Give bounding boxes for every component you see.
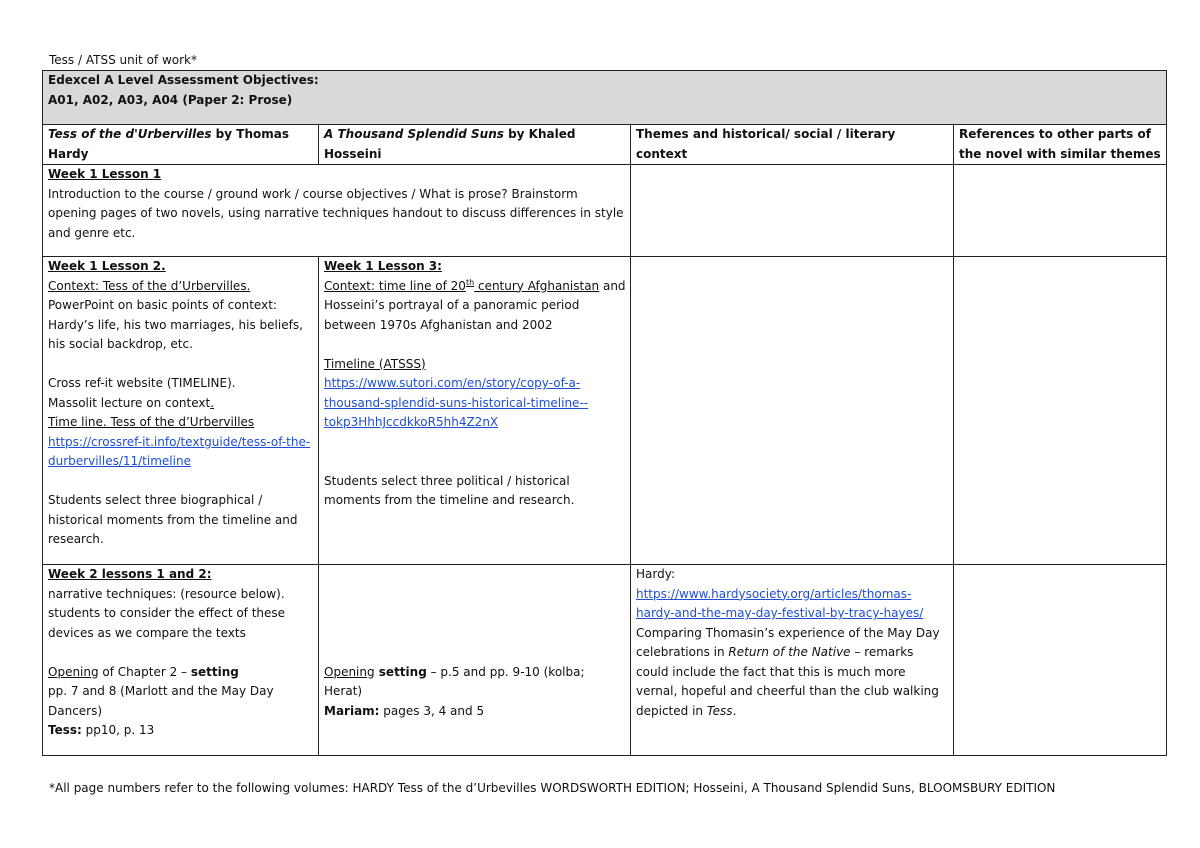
assessment-objectives-cell bbox=[43, 71, 1167, 125]
atss-timeline-label: Timeline (ATSSS) bbox=[324, 356, 426, 371]
tess-context-label: Context: Tess of the d’Urbervilles. bbox=[48, 278, 251, 293]
hardy-label: Hardy: bbox=[636, 567, 675, 581]
week1-lesson1-heading: Week 1 Lesson 1 bbox=[48, 167, 162, 181]
tess-context-intro: PowerPoint on basic points of context: Hardy’s life, his two marriages, his beliefs, his social backdrop, etc. bbox=[48, 298, 303, 351]
week2-atss-cell bbox=[319, 565, 631, 756]
tess-research-task: Students select three biographical / historical moments from the timeline and research. bbox=[48, 493, 298, 546]
unit-of-work-table bbox=[42, 70, 1167, 756]
hardysociety-link[interactable]: https://www.hardysociety.org/articles/thomas-hardy-and-the-may-day-festival-by-tracy-hayes/ bbox=[636, 586, 924, 620]
header-tess bbox=[43, 125, 319, 165]
mariam-pages: pages 3, 4 and 5 bbox=[379, 703, 485, 718]
sutori-timeline-link[interactable]: https://www.sutori.com/en/story/copy-of-a-thousand-splendid-suns-historical-timeline--tokp3HhhJccdkkoR5hh4Z2nX bbox=[324, 376, 589, 429]
header-atss-author: by Khaled Hosseini bbox=[324, 127, 576, 161]
document-title: Tess / ATSS unit of work* bbox=[49, 53, 197, 67]
header-references: References to other parts of the novel with similar themes bbox=[954, 125, 1167, 165]
week1-lesson2-context bbox=[631, 257, 954, 565]
atss-context-a: time line of 20 bbox=[375, 278, 466, 293]
tess-pages-value: pp10, p. 13 bbox=[81, 723, 155, 737]
week2-heading: Week 2 lessons 1 and 2: bbox=[48, 567, 212, 581]
tess-opening bbox=[48, 663, 314, 683]
tess-timeline-label: Time line. Tess of the d’Urbervilles bbox=[48, 415, 255, 429]
header-atss bbox=[319, 125, 631, 165]
atss-opening-word: Opening bbox=[324, 664, 375, 679]
week1-lesson2-heading: Week 1 Lesson 2. bbox=[48, 259, 166, 273]
may-day-comparison bbox=[636, 624, 949, 722]
atss-context bbox=[324, 277, 626, 336]
massolit-text: Massolit lecture on context bbox=[48, 395, 211, 410]
tess-opening-rest: of Chapter 2 – bbox=[98, 664, 191, 679]
atss-context-rest: and Hosseini’s portrayal of a panoramic period between 1970s Afghanistan and 2002 bbox=[324, 278, 626, 332]
atss-opening-setting: setting bbox=[374, 664, 427, 679]
week2-tess-cell bbox=[43, 565, 319, 756]
week1-lesson2-cell bbox=[43, 257, 319, 565]
atss-context-b: century Afghanistan bbox=[474, 278, 600, 293]
week1-lesson3-heading: Week 1 Lesson 3: bbox=[324, 259, 442, 273]
tess-pages-label: Tess: bbox=[48, 723, 82, 737]
week1-lesson2-references bbox=[954, 257, 1167, 565]
atss-context-label: Context: bbox=[324, 278, 376, 293]
objectives-line2: A01, A02, A03, A04 (Paper 2: Prose) bbox=[48, 92, 293, 107]
atss-opening-pages: – p.5 and pp. 9-10 (kolba; Herat) bbox=[324, 664, 585, 698]
comparison-text-b: – remarks could include the fact that this is much more vernal, hopeful and cheerful than the club walking depicted in bbox=[636, 645, 939, 718]
atss-opening bbox=[324, 663, 626, 702]
header-context: Themes and historical/ social / literary context bbox=[631, 125, 954, 165]
tess-opening-pages: pp. 7 and 8 (Marlott and the May Day Dancers) bbox=[48, 684, 274, 718]
mariam-label: Mariam: bbox=[324, 703, 380, 718]
comparison-text-a: Comparing Thomasin’s experience of the May Day celebrations in bbox=[636, 625, 940, 659]
massolit-note bbox=[48, 394, 314, 414]
header-atss-title: A Thousand Splendid Suns bbox=[324, 127, 504, 141]
atss-mariam bbox=[324, 702, 626, 722]
footnote: *All page numbers refer to the following volumes: HARDY Tess of the d’Urbevilles WORDSWORTH EDITION; Hosseini, A Thousand Splendid Suns, BLOOMSBURY EDITION bbox=[49, 781, 1056, 795]
tess-pages bbox=[48, 721, 314, 741]
week2-references bbox=[954, 565, 1167, 756]
week1-lesson3-cell bbox=[319, 257, 631, 565]
header-tess-title: Tess of the d'Urbervilles bbox=[48, 127, 212, 141]
crossref-note: Cross ref-it website (TIMELINE). bbox=[48, 376, 236, 390]
narrative-techniques-note: narrative techniques: (resource below). students to consider the effect of these devices as we compare the texts bbox=[48, 586, 286, 640]
comparison-text-c: . bbox=[732, 703, 737, 718]
comparison-italic-2: Tess bbox=[706, 703, 733, 718]
header-tess-author: by Thomas Hardy bbox=[48, 127, 289, 161]
tess-opening-word: Opening bbox=[48, 664, 99, 679]
massolit-dot: . bbox=[210, 395, 215, 410]
atss-context-sup: th bbox=[465, 277, 475, 287]
objectives-line1: Edexcel A Level Assessment Objectives: bbox=[48, 73, 319, 87]
atss-research-task: Students select three political / historical moments from the timeline and research. bbox=[324, 473, 575, 507]
comparison-italic-1: Return of the Native bbox=[728, 645, 851, 659]
week1-lesson1-body: Introduction to the course / ground work / course objectives / What is prose? Brainstorm opening pages of two novels, using narrative techniques handout to discuss differences in style and genre etc. bbox=[48, 186, 624, 240]
week1-lesson1-references bbox=[954, 165, 1167, 257]
week1-lesson1-context bbox=[631, 165, 954, 257]
crossref-timeline-link[interactable]: https://crossref-it.info/textguide/tess-of-the-durbervilles/11/timeline bbox=[48, 434, 311, 468]
week1-lesson1-cell bbox=[43, 165, 631, 257]
tess-opening-setting: setting bbox=[190, 664, 239, 679]
week2-context-cell bbox=[631, 565, 954, 756]
